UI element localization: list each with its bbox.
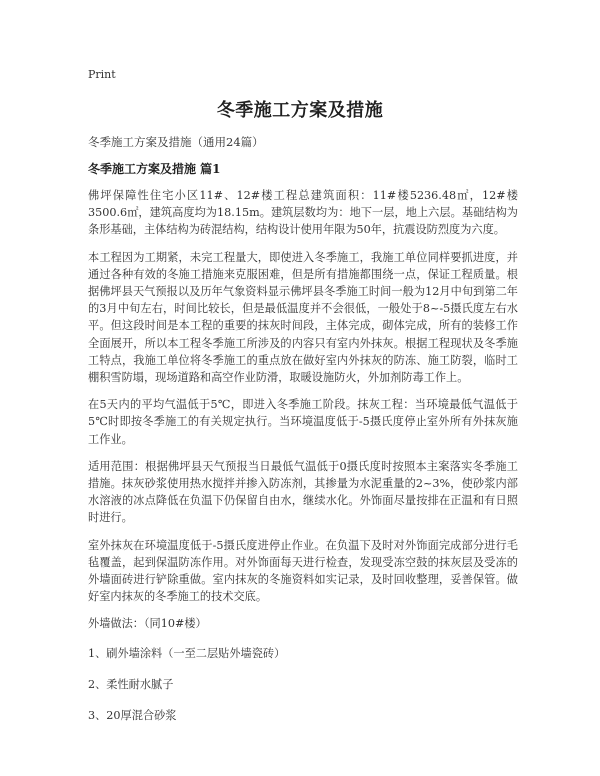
list-heading-exterior-wall: 外墙做法：（同10#楼） [88, 617, 207, 631]
paragraph-winter-construction-plan: 本工程因为工期紧，未完工程量大，即使进入冬季施工，我施工单位同样要抓进度，并通过各种有效的冬施工措施来克服困难，但是所有措施都围绕一点，保证工程质量。根据佛坪县天气预报以及历年气象资料显示佛坪县冬季施工时间一般为12月中旬到第二年的3月中旬左右，时间比较长，但是最低温度并不会很低，一般处于8~-5摄氏度左右水平。但这段时间是本工程的重要的抹灰时间段，主体完成，砌体完成，所有的装修工作全面展开，所以本工程冬季施工所涉及的内容只有室内外抹灰。根据工程现状及冬季施工特点，我施工单位将冬季施工的重点放在做好室内外抹灰的防冻、施工防裂，临时工棚积雪防塌，现场道路和高空作业防滑，取暖设施防火，外加剂防毒工作上。 [88, 250, 518, 385]
document-body [88, 187, 518, 738]
paragraph-project-overview: 佛坪保障性住宅小区11#、12#楼工程总建筑面积：11#楼5236.48㎡，12#楼3500.6㎡，建筑高度均为18.15m。建筑层数均为：地下一层，地上六层。基础结构为条形基础，主体结构为砖混结构，结构设计使用年限为50年，抗震设防烈度为六度。 [88, 189, 518, 237]
list-item: 2、柔性耐水腻子 [88, 677, 174, 691]
list-item: 1、刷外墙涂料（一至二层贴外墙瓷砖） [88, 646, 286, 660]
print-label[interactable]: Print [88, 68, 116, 81]
document-subtitle: 冬季施工方案及措施（通用24篇） [88, 135, 264, 149]
document-title: 冬季施工方案及措施 [216, 100, 384, 121]
list-item: 3、20厚混合砂浆 [88, 709, 177, 723]
paragraph-scope: 适用范围：根据佛坪县天气预报当日最低气温低于0摄氏度时按照本主案落实冬季施工措施。抹灰砂浆使用热水搅拌并掺入防冻剂，其掺量为水泥重量的2~3%，使砂浆内部水溶液的冰点降低在负温下仍保留自由水，继续水化。外饰面尽量按排在正温和有日照时进行。 [88, 459, 518, 525]
paragraph-temperature-threshold: 在5天内的平均气温低于5℃，即进入冬季施工阶段。抹灰工程：当环境最低气温低于5℃时即按冬季施工的有关规定执行。当环境温度低于-5摄氏度停止室外所有外抹灰施工作业。 [88, 398, 518, 446]
paragraph-exterior-plastering: 室外抹灰在环境温度低于-5摄氏度进停止作业。在负温下及时对外饰面完成部分进行毛毡覆盖，起到保温防冻作用。对外饰面每天进行检查，发现受冻空鼓的抹灰层及受冻的外墙面砖进行铲除重做。室内抹灰的冬施资料如实记录，及时回收整理，妥善保管。做好室内抹灰的冬季施工的技术交底。 [88, 538, 518, 604]
section-heading: 冬季施工方案及措施 篇1 [88, 162, 221, 176]
